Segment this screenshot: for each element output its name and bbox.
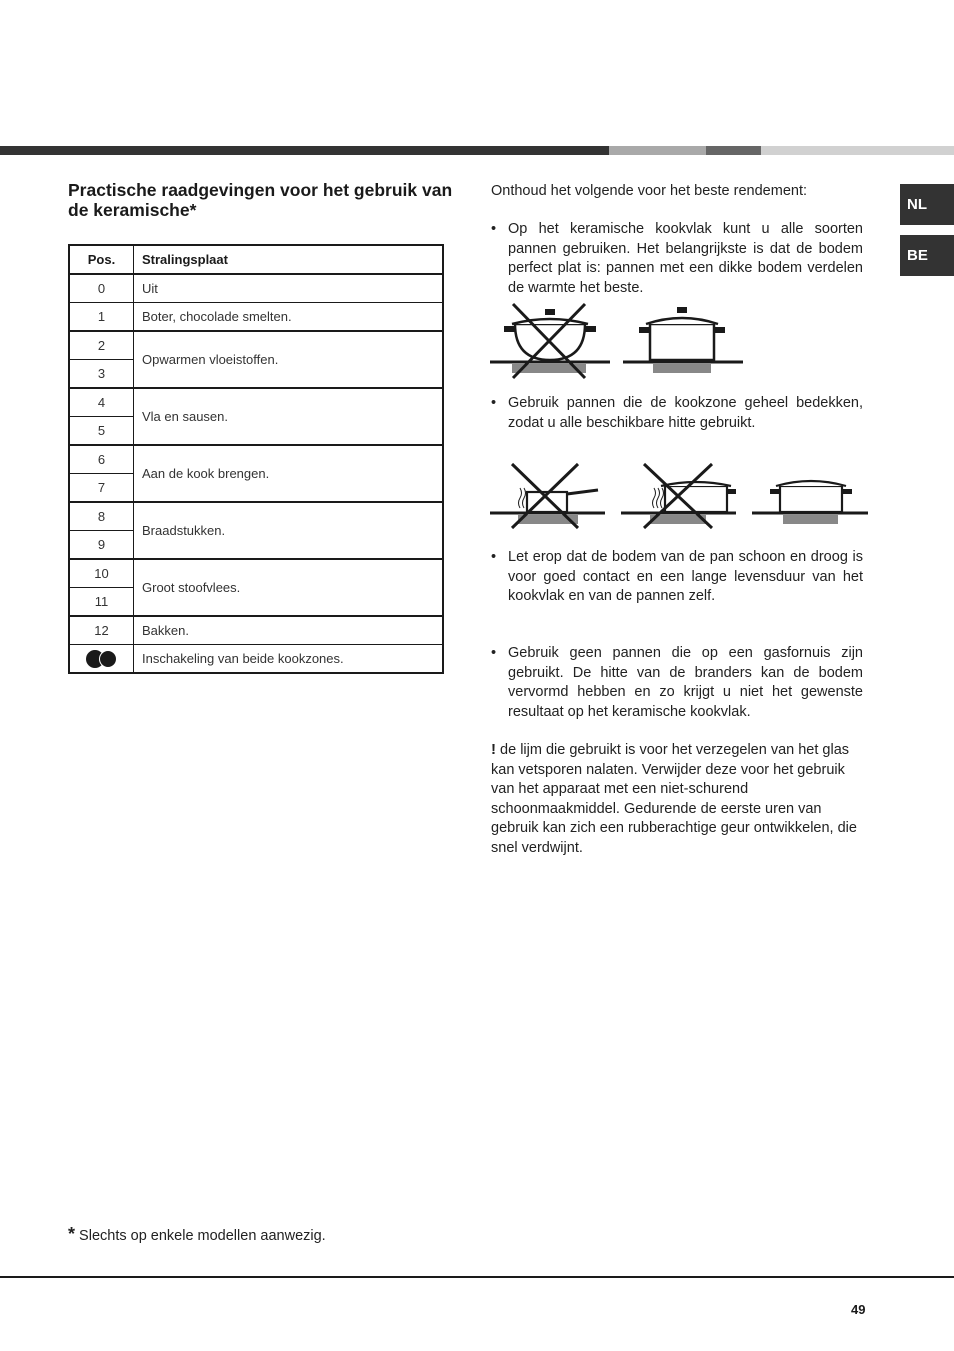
position-cell: 1 bbox=[69, 303, 134, 332]
position-cell: 8 bbox=[69, 502, 134, 531]
footer-divider bbox=[0, 1276, 954, 1278]
table-row bbox=[69, 445, 443, 474]
tip-item: • Gebruik geen pannen die op een gasfornuis zijn gebruikt. De hitte van de branders kan de bodem vervormd hebben en zo krijgt u niet het gewenste resultaat op het keramische kookvlak. bbox=[491, 644, 863, 722]
pan-size-illustration bbox=[490, 462, 870, 532]
table-row bbox=[69, 559, 443, 588]
description-cell: Vla en sausen. bbox=[134, 388, 444, 445]
header-bar-segment bbox=[706, 146, 761, 155]
description-cell: Bakken. bbox=[134, 616, 444, 645]
page-number: 49 bbox=[851, 1302, 866, 1317]
pan-flatness-illustration bbox=[490, 302, 750, 382]
tip-item: • Op het keramische kookvlak kunt u alle soorten pannen gebruiken. Het belangrijkste is dat de bodem perfect plat is: pannen met een dikke bodem verdelen de warmte het beste. bbox=[491, 220, 863, 298]
footnote-text: Slechts op enkele modellen aanwezig. bbox=[79, 1228, 326, 1244]
table-row bbox=[69, 274, 443, 303]
column-header-pos: Pos. bbox=[69, 245, 134, 274]
tip-item: • Gebruik pannen die de kookzone geheel bedekken, zodat u alle beschikbare hitte gebruikt. bbox=[491, 394, 863, 433]
tip-item: • Let erop dat de bodem van de pan schoon en droog is voor goed contact en een lange levensduur van het kookvlak en van de pannen zelf. bbox=[491, 548, 863, 607]
table-row bbox=[69, 303, 443, 332]
description-cell: Aan de kook brengen. bbox=[134, 445, 444, 502]
crossed-pan-icon bbox=[490, 464, 605, 528]
crossed-pan-icon bbox=[621, 464, 736, 528]
position-cell: 10 bbox=[69, 559, 134, 588]
position-cell: 9 bbox=[69, 531, 134, 560]
header-bar-segment bbox=[0, 146, 609, 155]
intro-text: Onthoud het volgende voor het beste rendement: bbox=[491, 183, 807, 199]
table-row bbox=[69, 331, 443, 360]
language-tab-nl: NL bbox=[900, 184, 954, 225]
header-bar-segment bbox=[761, 146, 954, 155]
description-cell: Braadstukken. bbox=[134, 502, 444, 559]
description-cell: Opwarmen vloeistoffen. bbox=[134, 331, 444, 388]
description-cell: Groot stoofvlees. bbox=[134, 559, 444, 616]
position-cell: 7 bbox=[69, 474, 134, 503]
table-header-row bbox=[69, 245, 443, 274]
description-cell: Boter, chocolade smelten. bbox=[134, 303, 444, 332]
correct-pan-icon bbox=[623, 307, 743, 373]
exclamation-icon: ! bbox=[491, 741, 496, 758]
position-cell: 4 bbox=[69, 388, 134, 417]
description-cell: Inschakeling van beide kookzones. bbox=[134, 645, 444, 674]
position-cell: 12 bbox=[69, 616, 134, 645]
position-cell: 5 bbox=[69, 417, 134, 446]
position-cell: 11 bbox=[69, 588, 134, 617]
language-tab-be: BE bbox=[900, 235, 954, 276]
position-cell: 0 bbox=[69, 274, 134, 303]
table-row bbox=[69, 616, 443, 645]
section-heading: Practische raadgevingen voor het gebruik van de keramische* bbox=[68, 180, 453, 220]
position-cell: 2 bbox=[69, 331, 134, 360]
description-cell: Uit bbox=[134, 274, 444, 303]
column-header-stralingsplaat: Stralingsplaat bbox=[134, 245, 444, 274]
position-cell: 3 bbox=[69, 360, 134, 389]
table-row bbox=[69, 502, 443, 531]
table-row bbox=[69, 645, 443, 674]
warning-note-text: de lijm die gebruikt is voor het verzegelen van het glas kan vetsporen nalaten. Verwijder deze voor het gebruik van het apparaat met een niet-schurend schoonmaakmiddel. Gedurende de eerste uren van gebruik kan zich een rubberachtige geur ontwikkelen, die snel verdwijnt. bbox=[491, 742, 857, 856]
position-cell bbox=[69, 645, 134, 674]
asterisk-icon: * bbox=[68, 1224, 76, 1244]
position-cell: 6 bbox=[69, 445, 134, 474]
dual-zone-icon bbox=[86, 650, 118, 668]
crossed-pan-icon bbox=[490, 304, 610, 378]
power-level-table bbox=[68, 244, 444, 674]
correct-pan-icon bbox=[752, 481, 868, 524]
table-row bbox=[69, 388, 443, 417]
header-bar-segment bbox=[609, 146, 706, 155]
header-color-bar bbox=[0, 146, 954, 155]
footnote bbox=[68, 1224, 326, 1245]
warning-note bbox=[491, 740, 861, 858]
